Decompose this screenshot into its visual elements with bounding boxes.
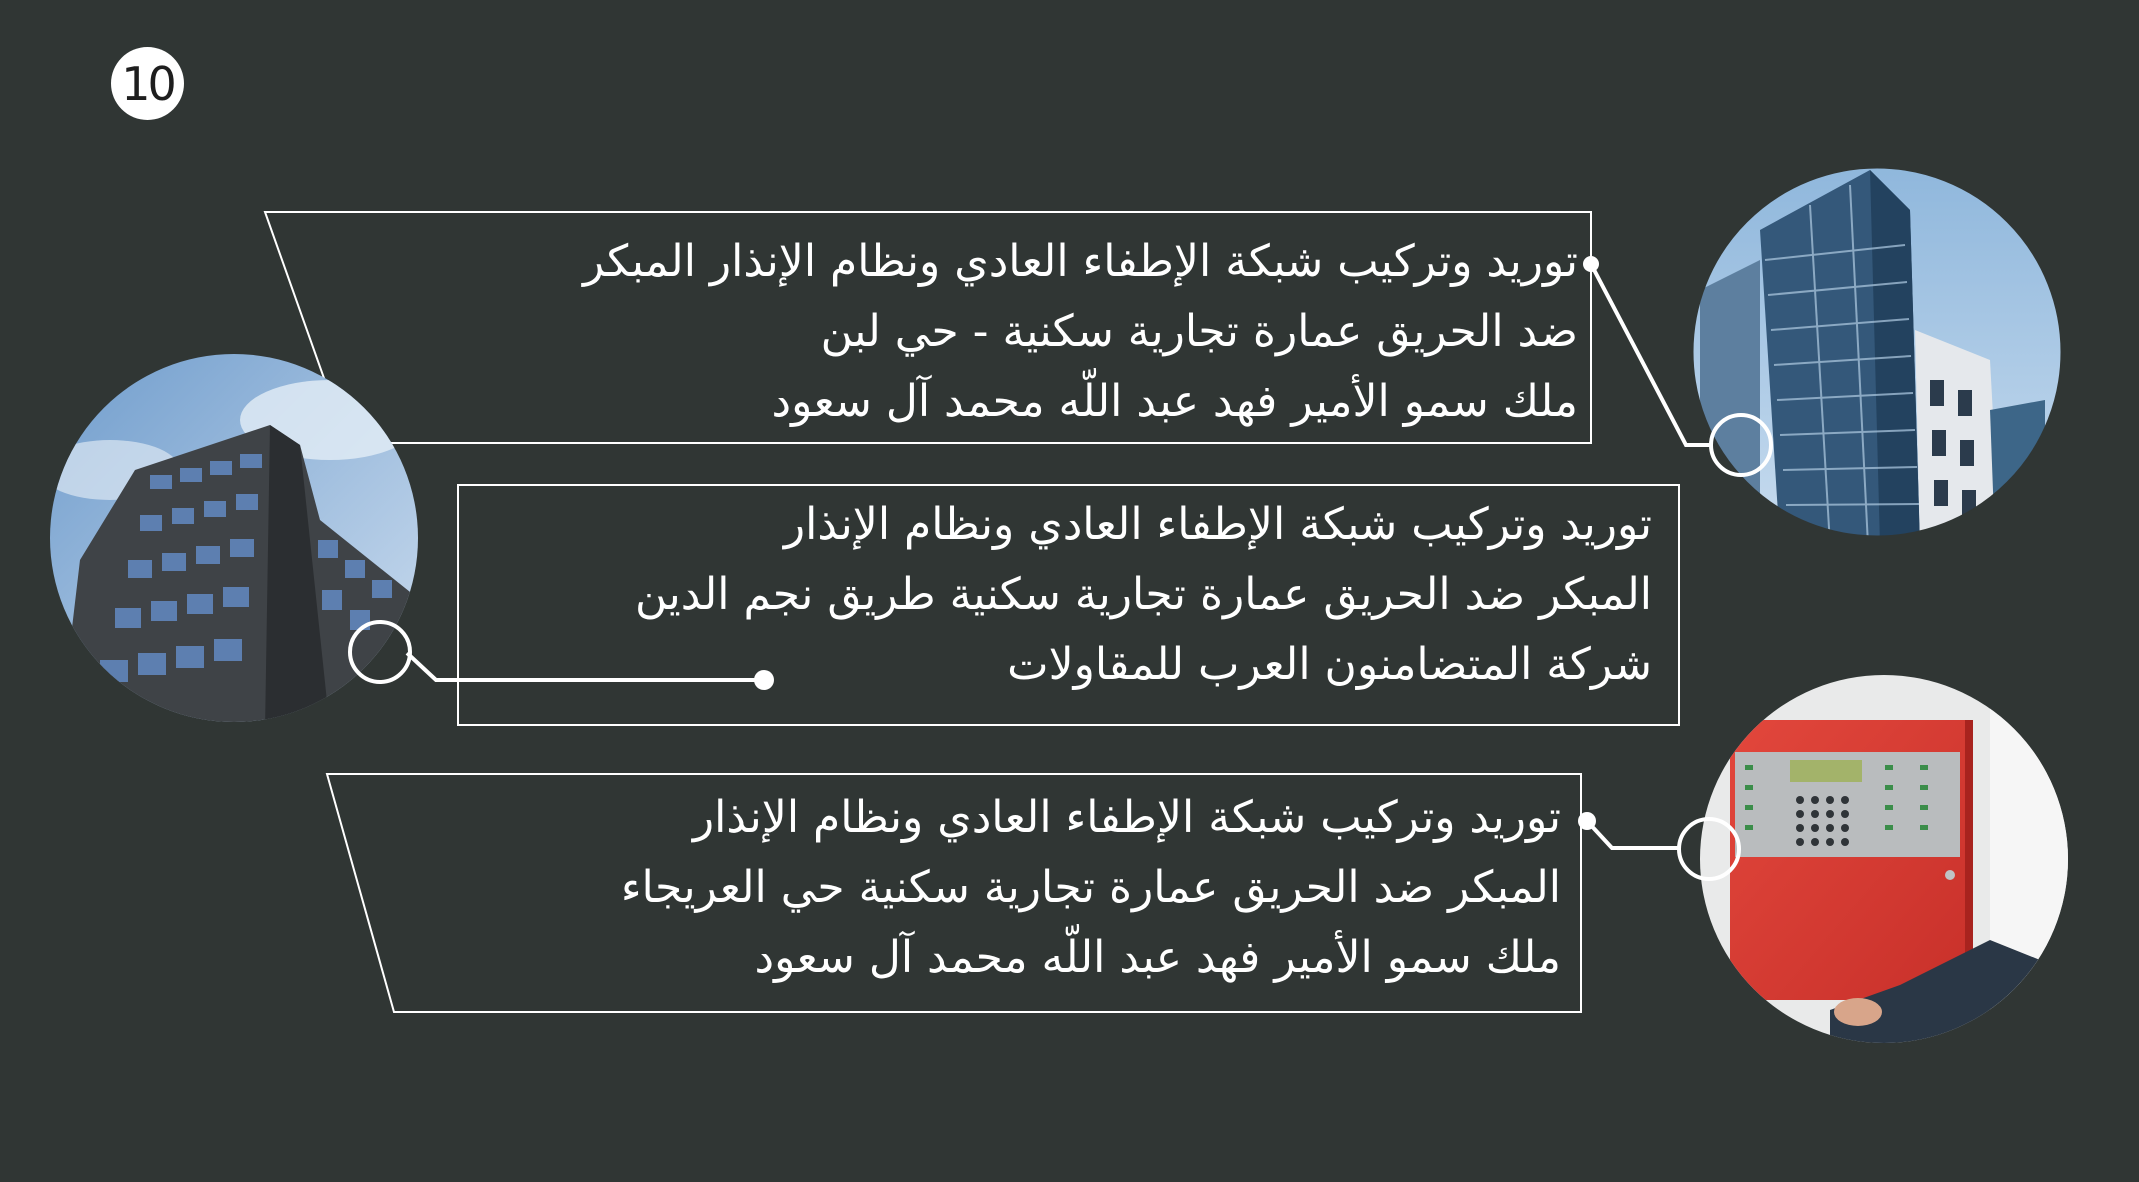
entry-2-line-2: المبكر ضد الحريق عمارة تجارية سكنية طريق نجم الدين <box>634 569 1652 620</box>
entry-1-line-3: ملك سمو الأمير فهد عبد اللّه محمد آل سعود <box>771 376 1578 427</box>
fire-alarm-panel-photo <box>1695 670 2075 1050</box>
dark-building-photo <box>40 350 425 730</box>
entry-3-line-1: توريد وتركيب شبكة الإطفاء العادي ونظام الإنذار <box>692 792 1561 843</box>
entry-1-text <box>583 227 1578 437</box>
entry-1-line-2: ضد الحريق عمارة تجارية سكنية - حي لبن <box>820 306 1578 357</box>
entry-2-text <box>635 490 1652 700</box>
entry-1-line-1: توريد وتركيب شبكة الإطفاء العادي ونظام الإنذار المبكر <box>583 236 1578 287</box>
connector-3-dot <box>1578 812 1596 830</box>
entry-2-line-3: شركة المتضامنون العرب للمقاولات <box>1007 639 1652 690</box>
page-number-badge: 10 <box>111 47 184 120</box>
entry-3-line-3: ملك سمو الأمير فهد عبد اللّه محمد آل سعود <box>754 932 1561 983</box>
entry-2-line-1: توريد وتركيب شبكة الإطفاء العادي ونظام الإنذار <box>783 499 1652 550</box>
connector-1-dot <box>1583 256 1599 272</box>
entry-3-text <box>621 783 1561 993</box>
entry-3-line-2: المبكر ضد الحريق عمارة تجارية سكنية حي العريجاء <box>620 862 1561 913</box>
